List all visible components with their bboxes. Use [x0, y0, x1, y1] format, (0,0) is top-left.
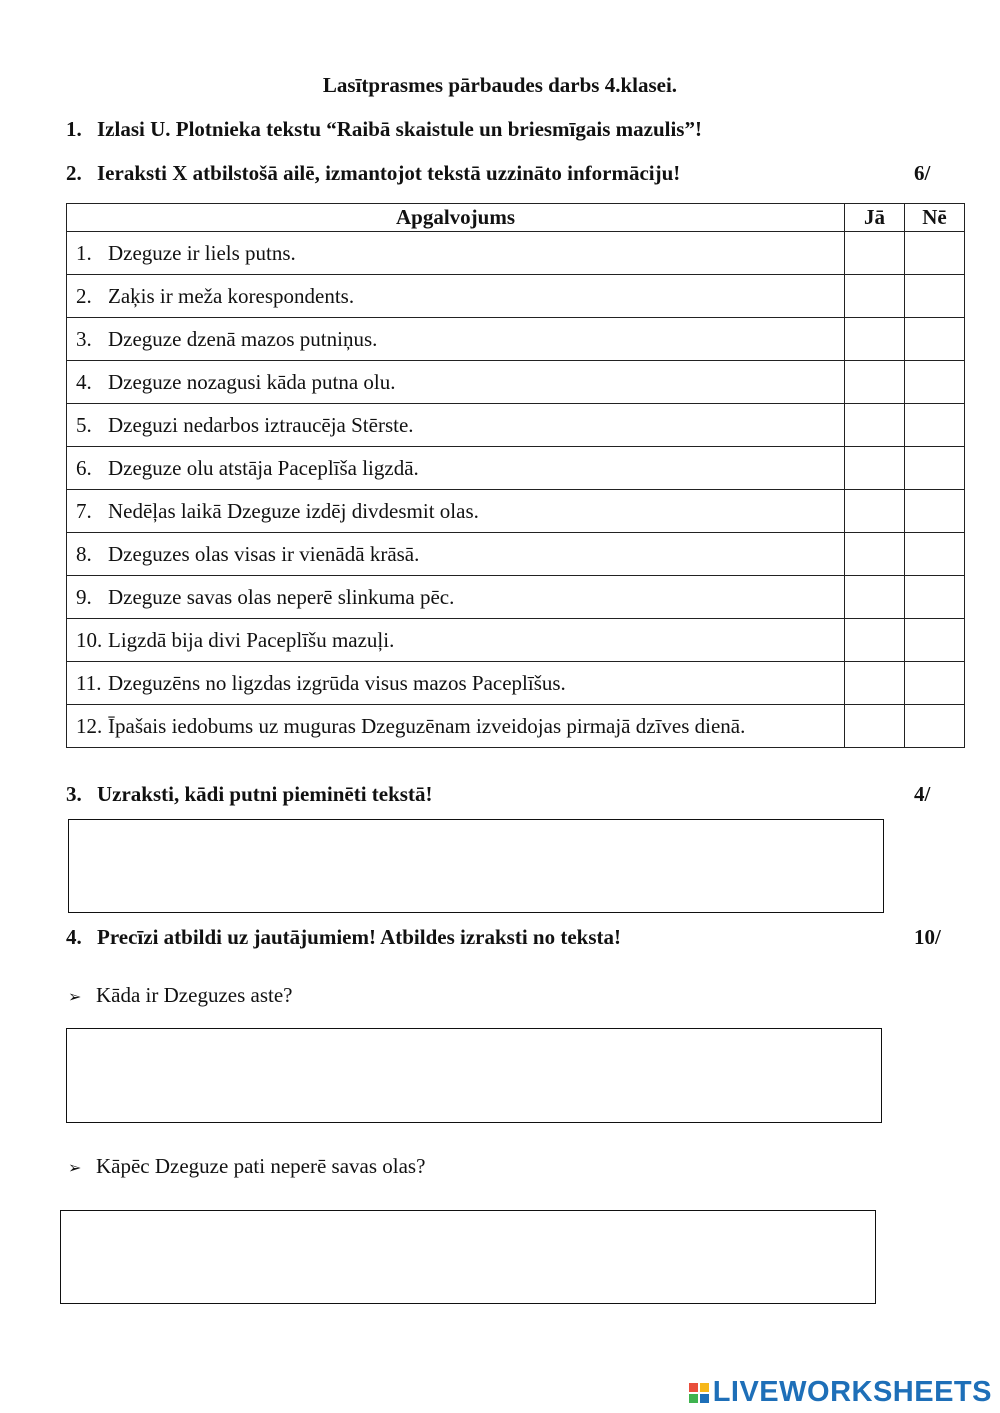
statement-number: 6. [76, 455, 92, 480]
task-4-points: 10/ [914, 925, 941, 949]
tail-answer-box[interactable] [66, 1028, 882, 1123]
watermark-logo [689, 1376, 992, 1409]
yes-cell[interactable] [845, 275, 905, 318]
no-cell[interactable] [905, 275, 965, 318]
statement-text: Nedēļas laikā Dzeguze izdēj divdesmit olas. [108, 498, 479, 523]
task-2-number: 2. [66, 161, 82, 185]
statement-number: 9. [76, 584, 92, 609]
yes-cell[interactable] [845, 662, 905, 705]
yes-cell[interactable] [845, 232, 905, 275]
table-row [67, 318, 965, 361]
yes-cell[interactable] [845, 533, 905, 576]
task-3 [66, 782, 432, 807]
yes-cell[interactable] [845, 619, 905, 662]
question-2-text: Kāpēc Dzeguze pati neperē savas olas? [96, 1154, 426, 1178]
table-row [67, 490, 965, 533]
statement-cell [67, 662, 845, 705]
statement-cell [67, 533, 845, 576]
yes-cell[interactable] [845, 705, 905, 748]
question-2 [68, 1154, 425, 1179]
no-cell[interactable] [905, 662, 965, 705]
yes-cell[interactable] [845, 576, 905, 619]
yes-cell[interactable] [845, 490, 905, 533]
statement-text: Dzeguzes olas visas ir vienādā krāsā. [108, 541, 420, 566]
yes-cell[interactable] [845, 361, 905, 404]
liveworksheets-logo-icon [689, 1383, 709, 1403]
task-1-number: 1. [66, 117, 82, 141]
arrow-bullet-icon: ➢ [68, 989, 82, 1006]
statement-text: Zaķis ir meža korespondents. [108, 283, 355, 308]
arrow-bullet-icon: ➢ [68, 1160, 82, 1177]
table-header-row [67, 204, 965, 232]
statement-number: 5. [76, 412, 92, 437]
statement-text: Dzeguzi nedarbos iztraucēja Stērste. [108, 412, 414, 437]
table-row [67, 533, 965, 576]
header-no: Nē [905, 204, 965, 232]
no-cell[interactable] [905, 490, 965, 533]
no-cell[interactable] [905, 447, 965, 490]
yes-cell[interactable] [845, 404, 905, 447]
table-row [67, 361, 965, 404]
yes-cell[interactable] [845, 318, 905, 361]
page-title: Lasītprasmes pārbaudes darbs 4.klasei. [322, 73, 678, 97]
task-3-points: 4/ [914, 782, 931, 806]
statement-number: 1. [76, 240, 92, 265]
table-row [67, 705, 965, 748]
statement-number: 10. [76, 627, 103, 652]
statements-table [66, 203, 965, 748]
task-3-text: Uzraksti, kādi putni pieminēti tekstā! [97, 782, 433, 806]
birds-answer-box[interactable] [68, 819, 884, 913]
statement-number: 3. [76, 326, 92, 351]
statement-text: Dzeguzēns no ligzdas izgrūda visus mazos Paceplīšus. [108, 670, 566, 695]
no-cell[interactable] [905, 619, 965, 662]
table-row [67, 232, 965, 275]
statement-text: Dzeguze ir liels putns. [108, 240, 296, 265]
statement-number: 12. [76, 713, 103, 738]
statement-cell [67, 318, 845, 361]
table-row [67, 619, 965, 662]
statement-number: 8. [76, 541, 92, 566]
no-cell[interactable] [905, 232, 965, 275]
table-row [67, 447, 965, 490]
no-cell[interactable] [905, 533, 965, 576]
no-cell[interactable] [905, 705, 965, 748]
task-4-text: Precīzi atbildi uz jautājumiem! Atbildes izraksti no teksta! [97, 925, 621, 949]
statement-cell [67, 232, 845, 275]
statement-cell [67, 275, 845, 318]
watermark-text: LIVEWORKSHEETS [712, 1376, 992, 1408]
statement-number: 11. [76, 670, 102, 695]
task-1 [66, 117, 702, 142]
statement-text: Īpašais iedobums uz muguras Dzeguzēnam izveidojas pirmajā dzīves dienā. [108, 713, 746, 738]
task-4 [66, 925, 621, 950]
header-yes: Jā [845, 204, 905, 232]
statement-cell [67, 490, 845, 533]
statement-cell [67, 619, 845, 662]
statement-text: Dzeguze olu atstāja Paceplīša ligzdā. [108, 455, 419, 480]
statement-text: Dzeguze savas olas neperē slinkuma pēc. [108, 584, 455, 609]
statement-number: 4. [76, 369, 92, 394]
no-cell[interactable] [905, 361, 965, 404]
table-row [67, 275, 965, 318]
statement-number: 7. [76, 498, 92, 523]
header-statement: Apgalvojums [67, 204, 845, 232]
task-2 [66, 161, 680, 186]
statement-text: Ligzdā bija divi Paceplīšu mazuļi. [108, 627, 395, 652]
question-1-text: Kāda ir Dzeguzes aste? [96, 983, 293, 1007]
statement-cell [67, 361, 845, 404]
table-row [67, 662, 965, 705]
statement-cell [67, 404, 845, 447]
task-2-points: 6/ [914, 161, 931, 185]
eggs-answer-box[interactable] [60, 1210, 876, 1304]
table-row [67, 404, 965, 447]
no-cell[interactable] [905, 576, 965, 619]
task-1-text: Izlasi U. Plotnieka tekstu “Raibā skaistule un briesmīgais mazulis”! [97, 117, 702, 141]
no-cell[interactable] [905, 404, 965, 447]
no-cell[interactable] [905, 318, 965, 361]
statement-cell [67, 576, 845, 619]
task-2-text: Ieraksti X atbilstošā ailē, izmantojot tekstā uzzināto informāciju! [97, 161, 681, 185]
task-4-number: 4. [66, 925, 82, 949]
question-1 [68, 983, 292, 1008]
statement-text: Dzeguze nozagusi kāda putna olu. [108, 369, 396, 394]
statement-cell [67, 705, 845, 748]
statement-cell [67, 447, 845, 490]
statement-text: Dzeguze dzenā mazos putniņus. [108, 326, 378, 351]
task-3-number: 3. [66, 782, 82, 806]
table-row [67, 576, 965, 619]
yes-cell[interactable] [845, 447, 905, 490]
statement-number: 2. [76, 283, 92, 308]
